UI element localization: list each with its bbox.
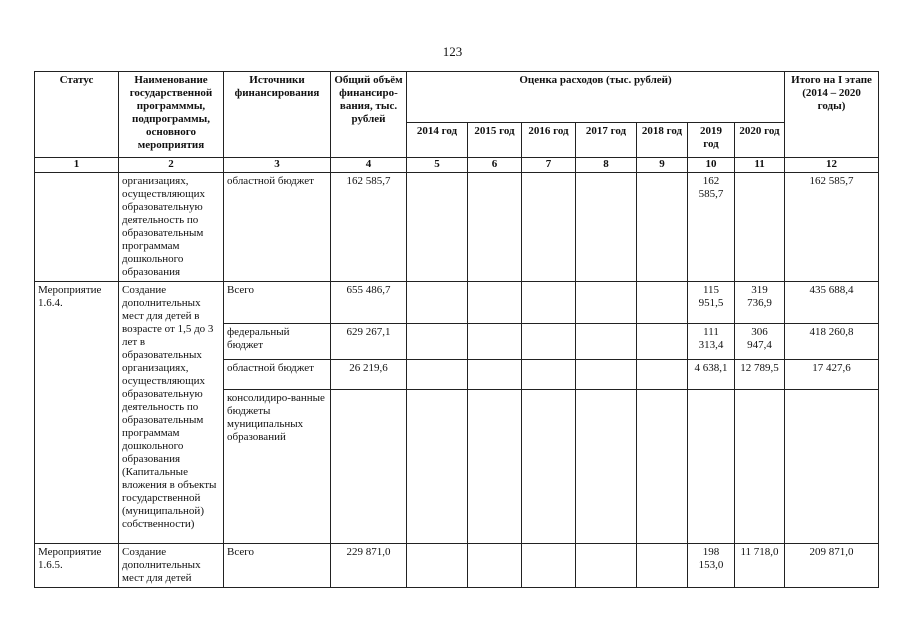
table-row (35, 282, 879, 324)
funding-source: Всего (224, 544, 331, 588)
column-number: 11 (735, 158, 785, 173)
value-2019: 111 313,4 (688, 324, 735, 360)
header-stage-total: Итого на I этапе (2014 – 2020 годы) (785, 72, 879, 158)
value-2020: 306 947,4 (735, 324, 785, 360)
column-number: 10 (688, 158, 735, 173)
value-2019: 198 153,0 (688, 544, 735, 588)
stage-total: 435 688,4 (785, 282, 879, 324)
header-name: Наименование государственной программмы, подпрограммы, основного мероприятия (119, 72, 224, 158)
table-row (35, 173, 879, 282)
funding-source: Всего (224, 282, 331, 324)
value-2020: 12 789,5 (735, 360, 785, 390)
funding-source: областной бюджет (224, 173, 331, 282)
column-number: 8 (576, 158, 637, 173)
header-year: 2014 год (407, 123, 468, 158)
funding-source: областной бюджет (224, 360, 331, 390)
column-number: 5 (407, 158, 468, 173)
header-year: 2015 год (468, 123, 522, 158)
column-number: 3 (224, 158, 331, 173)
header-status: Статус (35, 72, 119, 158)
stage-total (785, 390, 879, 544)
total-volume: 26 219,6 (331, 360, 407, 390)
column-number: 7 (522, 158, 576, 173)
column-number: 4 (331, 158, 407, 173)
total-volume: 162 585,7 (331, 173, 407, 282)
header-year: 2016 год (522, 123, 576, 158)
status-cell (35, 173, 119, 282)
header-year: 2018 год (637, 123, 688, 158)
total-volume: 229 871,0 (331, 544, 407, 588)
column-number: 2 (119, 158, 224, 173)
value-2020: 319 736,9 (735, 282, 785, 324)
value-2019: 115 951,5 (688, 282, 735, 324)
measure-name: Создание дополнительных мест для детей (119, 544, 224, 588)
column-number: 1 (35, 158, 119, 173)
page-number: 123 (442, 44, 463, 59)
measure-status: Мероприятие 1.6.4. (35, 282, 119, 544)
header-year: 2017 год (576, 123, 637, 158)
value-2019: 4 638,1 (688, 360, 735, 390)
header-estimate: Оценка расходов (тыс. рублей) (407, 72, 785, 123)
funding-source: консолидиро-ванные бюджеты муниципальных образований (224, 390, 331, 544)
total-volume: 655 486,7 (331, 282, 407, 324)
column-number-row (35, 158, 879, 173)
total-volume: 629 267,1 (331, 324, 407, 360)
column-number: 6 (468, 158, 522, 173)
table-row (35, 544, 879, 588)
total-volume (331, 390, 407, 544)
measure-status: Мероприятие 1.6.5. (35, 544, 119, 588)
column-number: 12 (785, 158, 879, 173)
header-year: 2020 год (735, 123, 785, 158)
measure-name: организациях, осуществляющих образовательную деятельность по образовательным программам дошкольного образования (119, 173, 224, 282)
value-2019: 162 585,7 (688, 173, 735, 282)
stage-total: 418 260,8 (785, 324, 879, 360)
column-number: 9 (637, 158, 688, 173)
stage-total: 162 585,7 (785, 173, 879, 282)
value-2020 (735, 390, 785, 544)
budget-table (34, 71, 879, 588)
value-2019 (688, 390, 735, 544)
stage-total: 17 427,6 (785, 360, 879, 390)
header-sources: Источники финансирования (224, 72, 331, 158)
funding-source: федеральный бюджет (224, 324, 331, 360)
value-2020: 11 718,0 (735, 544, 785, 588)
header-year: 2019 год (688, 123, 735, 158)
measure-name: Создание дополнительных мест для детей в возрасте от 1,5 до 3 лет в образовательных организациях, осуществляющих образовательную деятельность по образовательным программам дошкольного образования (Капитальные вложения в объекты государственной (муниципальной) собственности) (119, 282, 224, 544)
stage-total: 209 871,0 (785, 544, 879, 588)
header-total-volume: Общий объём финансиро-вания, тыс. рублей (331, 72, 407, 158)
header-row (35, 72, 879, 123)
